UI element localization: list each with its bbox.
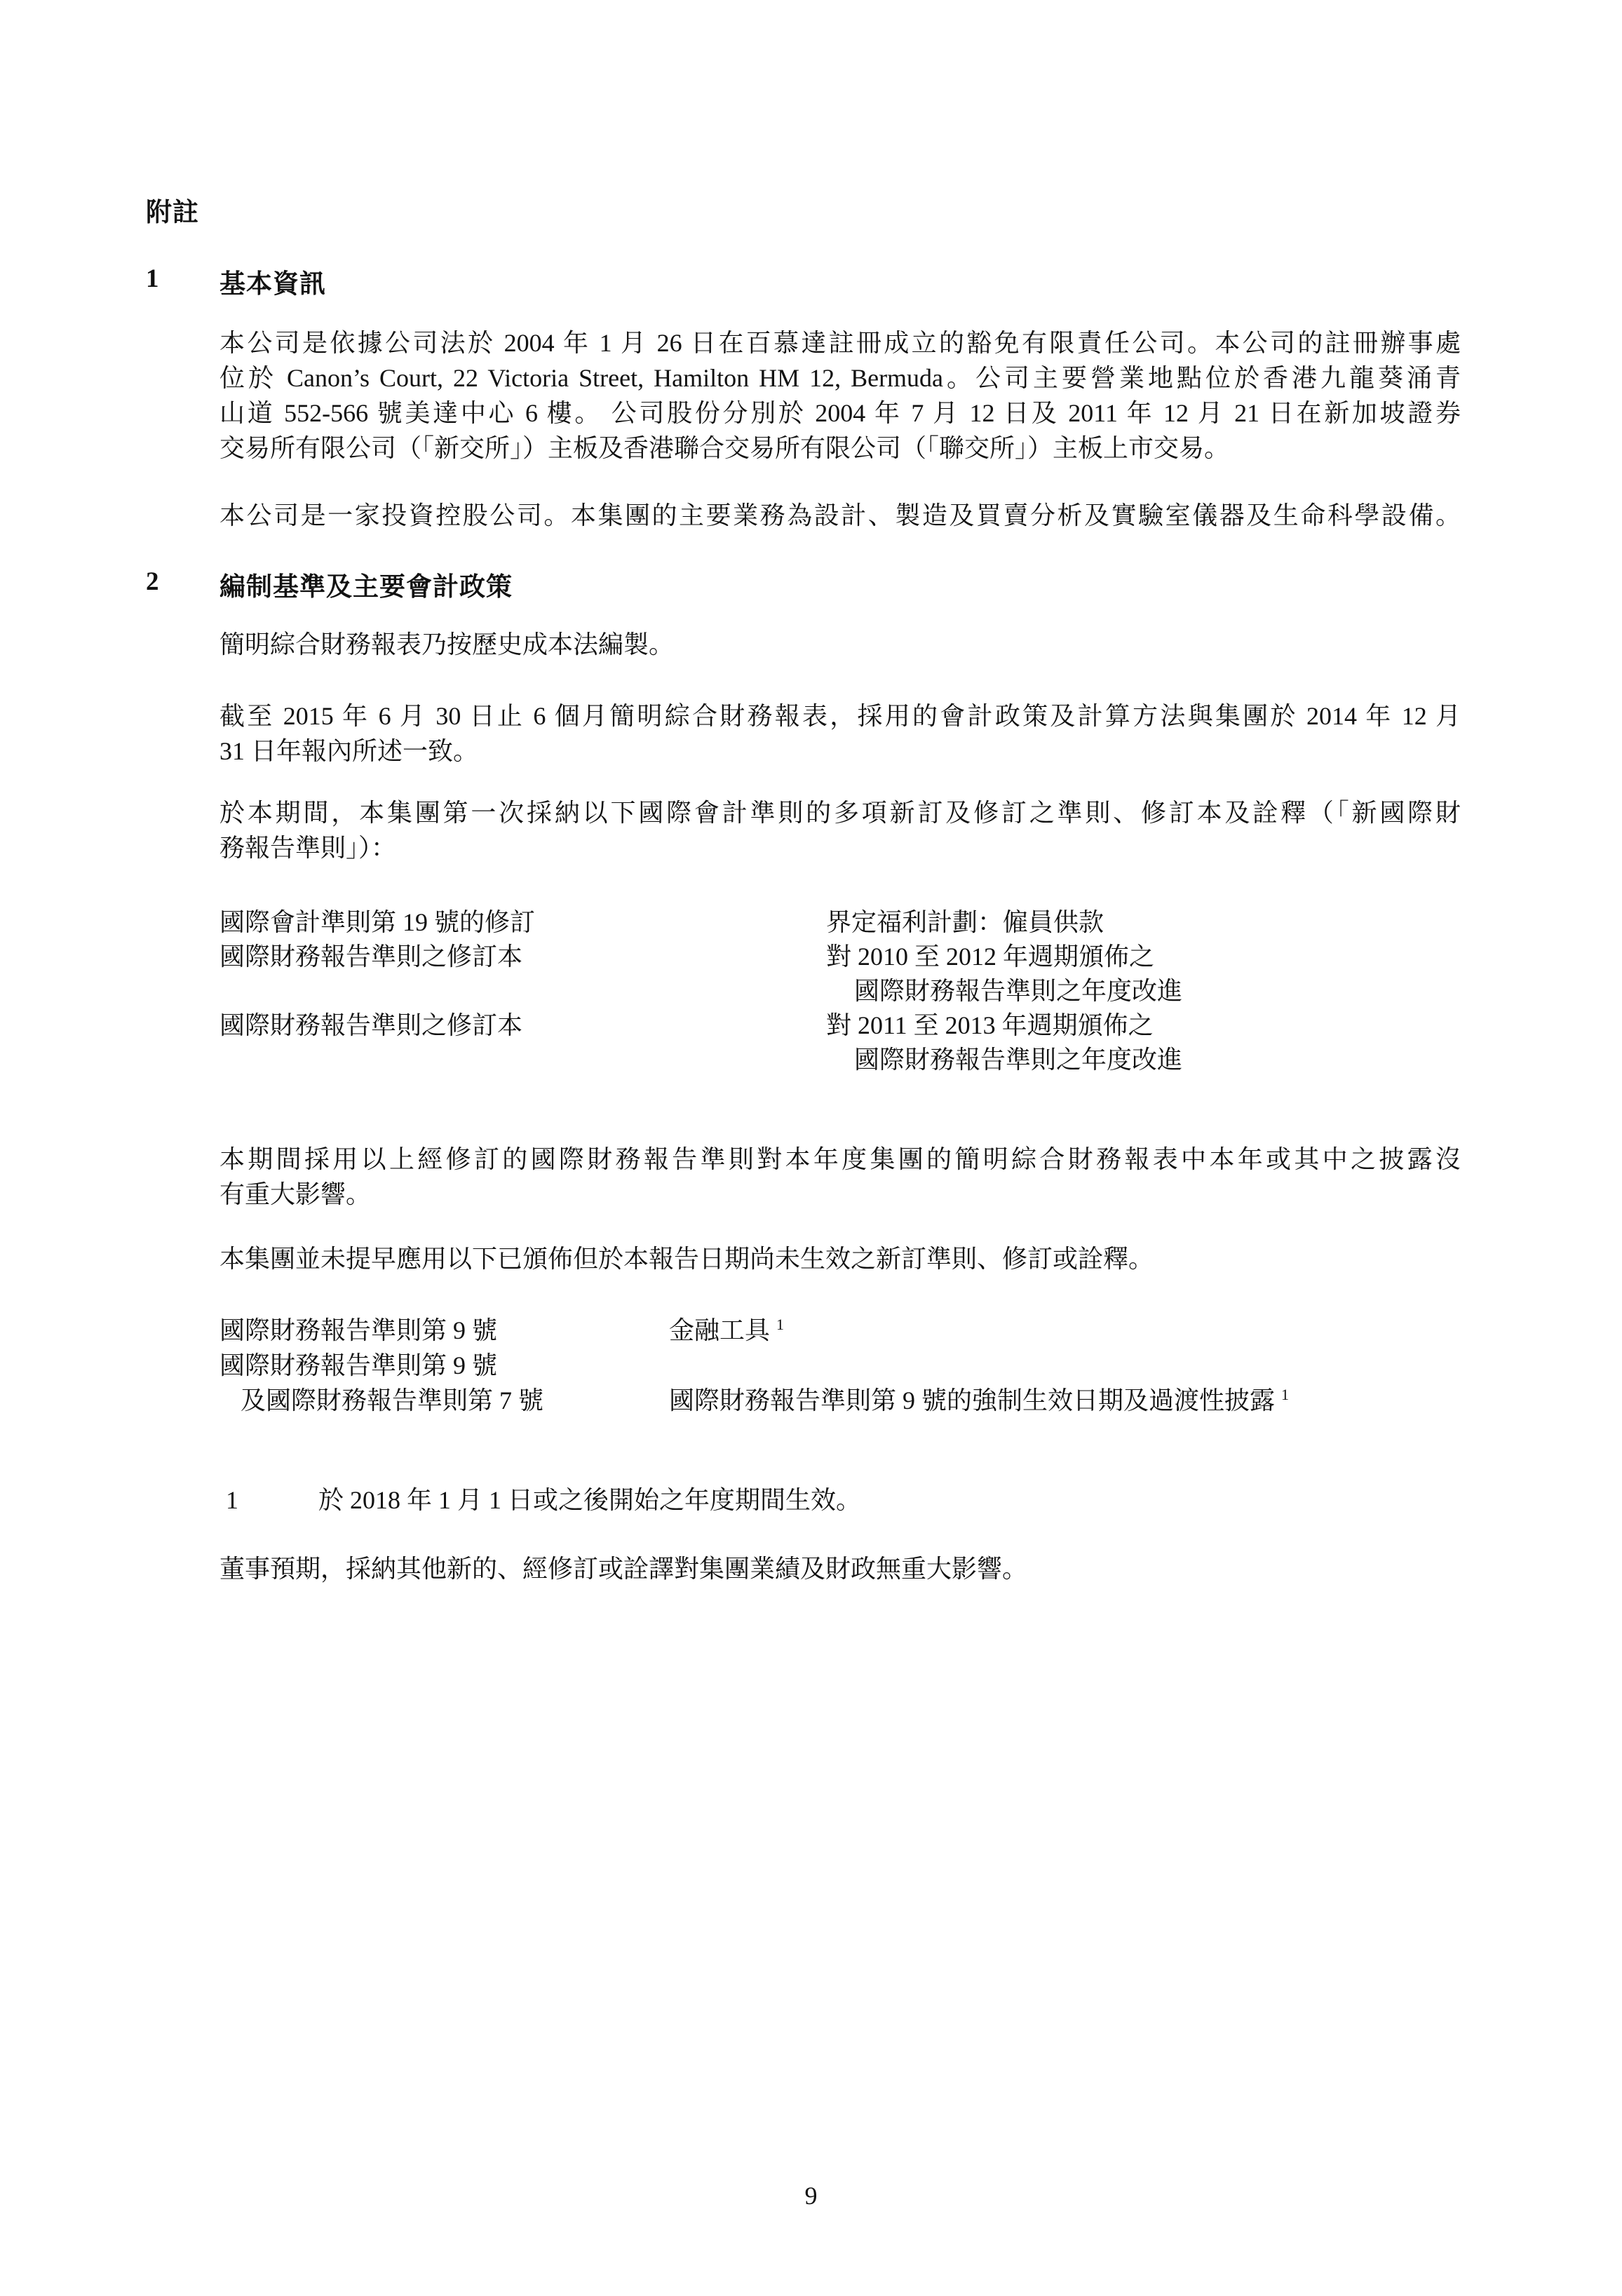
not-yet-effective-right-cell <box>669 1313 784 1348</box>
section-2-paragraph-1 <box>219 627 1461 662</box>
section-1-paragraph-2 <box>219 498 1461 533</box>
standards-table-left-cell: 國際會計準則第 19 號的修訂 <box>219 908 536 936</box>
section-2-paragraph-5 <box>219 1241 1461 1276</box>
section-2-paragraph-4 <box>219 1142 1461 1212</box>
text-line: 截至 2015 年 6 月 30 日止 6 個月簡明綜合財務報表，採用的會計政策及計算方法與集團於 2014 年 12 月 <box>219 702 1461 730</box>
text-line: 務報告準則」）： <box>219 834 397 862</box>
section-1-title: 基本資訊 <box>219 270 326 299</box>
not-yet-effective-left-cell: 國際財務報告準則第 9 號 <box>219 1351 498 1379</box>
text-line: 有重大影響。 <box>219 1180 372 1208</box>
notes-heading: 附註 <box>146 198 199 227</box>
text-line: 位於 Canon’s Court, 22 Victoria Street, Hamilton HM 12, Bermuda。公司主要營業地點位於香港九龍葵涌青 <box>219 364 1461 392</box>
not-yet-effective-right-text: 金融工具 <box>669 1316 771 1344</box>
text-line: 31 日年報內所述一致。 <box>219 737 479 765</box>
standards-table-left-cell: 國際財務報告準則之修訂本 <box>219 1011 523 1039</box>
text-line: 山道 552-566 號美達中心 6 樓。 公司股份分別於 2004 年 7 月 12 日及 2011 年 12 月 21 日在新加坡證券 <box>219 399 1461 427</box>
standards-table-right-cell: 界定福利計劃：僱員供款 <box>826 908 1104 936</box>
text-line: 本期間採用以上經修訂的國際財務報告準則對本年度集團的簡明綜合財務報表中本年或其中之披露沒 <box>219 1145 1461 1173</box>
text-line: 簡明綜合財務報表乃按歷史成本法編製。 <box>219 630 675 659</box>
standards-table-right-cell-continued: 國際財務報告準則之年度改進 <box>854 977 1183 1005</box>
text-line: 本公司是依據公司法於 2004 年 1 月 26 日在百慕達註冊成立的豁免有限責任公司。本公司的註冊辦事處 <box>219 329 1461 357</box>
section-1-number: 1 <box>146 264 159 293</box>
footnote-text: 於 2018 年 1 月 1 日或之後開始之年度期間生效。 <box>318 1486 862 1514</box>
standards-table-right-cell: 對 2011 至 2013 年週期頒佈之 <box>826 1011 1154 1039</box>
standards-table-left-cell: 國際財務報告準則之修訂本 <box>219 943 523 971</box>
text-line: 本集團並未提早應用以下已頒佈但於本報告日期尚未生效之新訂準則、修訂或詮釋。 <box>219 1245 1154 1273</box>
section-2-paragraph-2 <box>219 698 1461 769</box>
page-number: 9 <box>804 2182 818 2210</box>
footnote-reference: 1 <box>1281 1386 1290 1403</box>
closing-statement: 董事預期，採納其他新的、經修訂或詮譯對集團業績及財政無重大影響。 <box>219 1555 1028 1583</box>
standards-table-right-cell-continued: 國際財務報告準則之年度改進 <box>854 1046 1183 1074</box>
text-line: 本公司是一家投資控股公司。本集團的主要業務為設計、製造及買賣分析及實驗室儀器及生命科學設備。 <box>219 501 1461 529</box>
footnote-mark: 1 <box>226 1486 238 1514</box>
footnote-reference: 1 <box>776 1316 785 1333</box>
section-2-number: 2 <box>146 567 159 596</box>
section-1-paragraph-1 <box>219 325 1461 466</box>
section-2-title: 編制基準及主要會計政策 <box>219 573 513 602</box>
not-yet-effective-right-cell <box>669 1383 1289 1418</box>
not-yet-effective-left-cell-continued: 及國際財務報告準則第 7 號 <box>241 1386 544 1414</box>
text-line: 於本期間，本集團第一次採納以下國際會計準則的多項新訂及修訂之準則、修訂本及詮釋（「新國際財 <box>219 799 1461 827</box>
section-2-paragraph-3 <box>219 795 1461 865</box>
not-yet-effective-right-text: 國際財務報告準則第 9 號的強制生效日期及過渡性披露 <box>669 1386 1276 1414</box>
text-line: 交易所有限公司（「新交所」）主板及香港聯合交易所有限公司（「聯交所」）主板上市交易。 <box>219 434 1230 462</box>
not-yet-effective-left-cell: 國際財務報告準則第 9 號 <box>219 1316 498 1344</box>
standards-table-right-cell: 對 2010 至 2012 年週期頒佈之 <box>826 943 1155 971</box>
